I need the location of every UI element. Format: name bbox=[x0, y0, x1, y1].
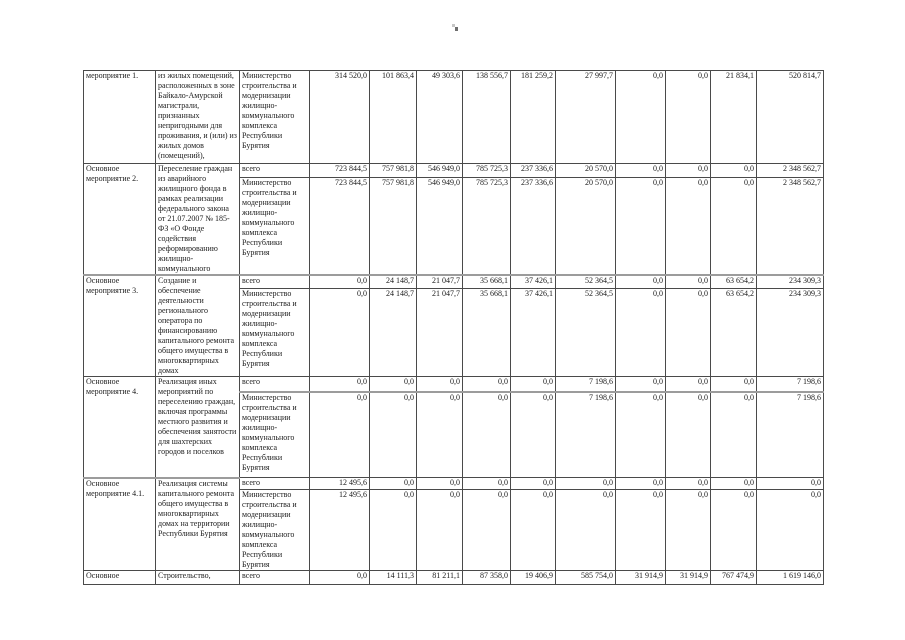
value-cell: 21 047,7 bbox=[417, 275, 463, 288]
value-cell: 7 198,6 bbox=[556, 377, 616, 392]
value-cell: 14 111,3 bbox=[370, 571, 417, 585]
executor-cell: Министерство строительства и модернизации жилищно-коммунального комплекса Республики Бурятия bbox=[240, 392, 310, 478]
description-cell: Реализация иных мероприятий по переселению граждан, включая программы местного развития и обеспечения занятости для шахтерских городов и поселков bbox=[156, 377, 240, 478]
description-cell: Строительство, bbox=[156, 571, 240, 585]
executor-cell: Министерство строительства и модернизации жилищно-коммунального комплекса Республики Бурятия bbox=[240, 71, 310, 164]
value-cell: 0,0 bbox=[310, 288, 370, 376]
value-cell: 0,0 bbox=[463, 392, 511, 478]
value-cell: 237 336,6 bbox=[511, 164, 556, 178]
value-cell: 546 949,0 bbox=[417, 178, 463, 275]
value-cell: 314 520,0 bbox=[310, 71, 370, 164]
value-cell: 0,0 bbox=[666, 490, 711, 571]
value-cell: 723 844,5 bbox=[310, 178, 370, 275]
executor-cell: всего bbox=[240, 478, 310, 490]
value-cell: 0,0 bbox=[616, 164, 666, 178]
value-cell: 0,0 bbox=[310, 392, 370, 478]
executor-cell: всего bbox=[240, 377, 310, 392]
value-cell: 20 570,0 bbox=[556, 164, 616, 178]
value-cell: 0,0 bbox=[417, 490, 463, 571]
value-cell: 0,0 bbox=[417, 478, 463, 490]
program-label-cell: Основное мероприятие 4.1. bbox=[84, 478, 156, 571]
value-cell: 0,0 bbox=[666, 178, 711, 275]
value-cell: 767 474,9 bbox=[711, 571, 757, 585]
value-cell: 0,0 bbox=[417, 392, 463, 478]
executor-cell: всего bbox=[240, 164, 310, 178]
value-cell: 27 997,7 bbox=[556, 71, 616, 164]
table-row bbox=[84, 275, 824, 288]
value-cell: 87 358,0 bbox=[463, 571, 511, 585]
table-row bbox=[84, 478, 824, 490]
executor-cell: Министерство строительства и модернизации жилищно-коммунального комплекса Республики Бурятия bbox=[240, 490, 310, 571]
page-artifact-icon bbox=[452, 24, 459, 32]
value-cell: 585 754,0 bbox=[556, 571, 616, 585]
value-cell: 2 348 562,7 bbox=[757, 164, 824, 178]
table-row bbox=[84, 164, 824, 178]
value-cell: 7 198,6 bbox=[556, 392, 616, 478]
program-label-cell: Основное мероприятие 3. bbox=[84, 275, 156, 377]
value-cell: 35 668,1 bbox=[463, 288, 511, 376]
table-row bbox=[84, 571, 824, 585]
value-cell: 0,0 bbox=[370, 490, 417, 571]
value-cell: 0,0 bbox=[711, 164, 757, 178]
value-cell: 49 303,6 bbox=[417, 71, 463, 164]
description-cell: Создание и обеспечение деятельности регионального оператора по финансированию капитального ремонта общего имущества в многоквартирных домах bbox=[156, 275, 240, 377]
value-cell: 0,0 bbox=[511, 478, 556, 490]
value-cell: 0,0 bbox=[666, 392, 711, 478]
value-cell: 0,0 bbox=[616, 178, 666, 275]
value-cell: 19 406,9 bbox=[511, 571, 556, 585]
value-cell: 0,0 bbox=[666, 478, 711, 490]
program-finance-table bbox=[83, 70, 824, 585]
value-cell: 723 844,5 bbox=[310, 164, 370, 178]
value-cell: 520 814,7 bbox=[757, 71, 824, 164]
value-cell: 37 426,1 bbox=[511, 275, 556, 288]
executor-cell: всего bbox=[240, 571, 310, 585]
value-cell: 63 654,2 bbox=[711, 288, 757, 376]
value-cell: 31 914,9 bbox=[616, 571, 666, 585]
value-cell: 0,0 bbox=[666, 288, 711, 376]
value-cell: 52 364,5 bbox=[556, 288, 616, 376]
value-cell: 0,0 bbox=[616, 392, 666, 478]
value-cell: 0,0 bbox=[711, 178, 757, 275]
value-cell: 0,0 bbox=[310, 377, 370, 392]
value-cell: 0,0 bbox=[757, 490, 824, 571]
value-cell: 21 047,7 bbox=[417, 288, 463, 376]
value-cell: 1 619 146,0 bbox=[757, 571, 824, 585]
value-cell: 0,0 bbox=[511, 490, 556, 571]
value-cell: 0,0 bbox=[370, 392, 417, 478]
value-cell: 63 654,2 bbox=[711, 275, 757, 288]
value-cell: 0,0 bbox=[463, 490, 511, 571]
value-cell: 21 834,1 bbox=[711, 71, 757, 164]
value-cell: 7 198,6 bbox=[757, 392, 824, 478]
value-cell: 0,0 bbox=[616, 478, 666, 490]
value-cell: 101 863,4 bbox=[370, 71, 417, 164]
value-cell: 138 556,7 bbox=[463, 71, 511, 164]
value-cell: 0,0 bbox=[370, 377, 417, 392]
value-cell: 24 148,7 bbox=[370, 275, 417, 288]
program-label-cell: Основное bbox=[84, 571, 156, 585]
value-cell: 0,0 bbox=[616, 288, 666, 376]
value-cell: 234 309,3 bbox=[757, 275, 824, 288]
value-cell: 0,0 bbox=[711, 377, 757, 392]
program-label-cell: Основное мероприятие 2. bbox=[84, 164, 156, 276]
description-cell: Переселение граждан из аварийного жилищного фонда в рамках реализации федерального закона от 21.07.2007 № 185-ФЗ «О Фонде содействия реформированию жилищно-коммунального bbox=[156, 164, 240, 276]
value-cell: 37 426,1 bbox=[511, 288, 556, 376]
value-cell: 0,0 bbox=[711, 392, 757, 478]
value-cell: 0,0 bbox=[616, 275, 666, 288]
program-label-cell: Основное мероприятие 4. bbox=[84, 377, 156, 478]
value-cell: 0,0 bbox=[310, 275, 370, 288]
executor-cell: всего bbox=[240, 275, 310, 288]
value-cell: 0,0 bbox=[310, 571, 370, 585]
table-row bbox=[84, 377, 824, 392]
value-cell: 0,0 bbox=[616, 377, 666, 392]
value-cell: 237 336,6 bbox=[511, 178, 556, 275]
value-cell: 0,0 bbox=[666, 377, 711, 392]
value-cell: 0,0 bbox=[711, 478, 757, 490]
value-cell: 2 348 562,7 bbox=[757, 178, 824, 275]
value-cell: 0,0 bbox=[666, 71, 711, 164]
value-cell: 7 198,6 bbox=[757, 377, 824, 392]
value-cell: 0,0 bbox=[370, 478, 417, 490]
value-cell: 20 570,0 bbox=[556, 178, 616, 275]
value-cell: 0,0 bbox=[556, 478, 616, 490]
description-cell: из жилых помещений, расположенных в зоне Байкало-Амурской магистрали, признанных непригодными для проживания, и (или) из жилых домов (помещений), bbox=[156, 71, 240, 164]
value-cell: 546 949,0 bbox=[417, 164, 463, 178]
value-cell: 24 148,7 bbox=[370, 288, 417, 376]
value-cell: 35 668,1 bbox=[463, 275, 511, 288]
value-cell: 0,0 bbox=[711, 490, 757, 571]
value-cell: 12 495,6 bbox=[310, 478, 370, 490]
program-label-cell: мероприятие 1. bbox=[84, 71, 156, 164]
value-cell: 0,0 bbox=[556, 490, 616, 571]
description-cell: Реализация системы капитального ремонта общего имущества в многоквартирных домах на территории Республики Бурятия bbox=[156, 478, 240, 571]
value-cell: 52 364,5 bbox=[556, 275, 616, 288]
value-cell: 0,0 bbox=[616, 490, 666, 571]
value-cell: 234 309,3 bbox=[757, 288, 824, 376]
value-cell: 0,0 bbox=[463, 377, 511, 392]
value-cell: 757 981,8 bbox=[370, 164, 417, 178]
value-cell: 0,0 bbox=[511, 392, 556, 478]
value-cell: 31 914,9 bbox=[666, 571, 711, 585]
value-cell: 0,0 bbox=[757, 478, 824, 490]
value-cell: 12 495,6 bbox=[310, 490, 370, 571]
value-cell: 0,0 bbox=[666, 164, 711, 178]
executor-cell: Министерство строительства и модернизации жилищно-коммунального комплекса Республики Бурятия bbox=[240, 178, 310, 275]
value-cell: 785 725,3 bbox=[463, 164, 511, 178]
value-cell: 0,0 bbox=[463, 478, 511, 490]
value-cell: 785 725,3 bbox=[463, 178, 511, 275]
value-cell: 0,0 bbox=[616, 71, 666, 164]
value-cell: 0,0 bbox=[417, 377, 463, 392]
value-cell: 0,0 bbox=[666, 275, 711, 288]
value-cell: 0,0 bbox=[511, 377, 556, 392]
value-cell: 81 211,1 bbox=[417, 571, 463, 585]
value-cell: 181 259,2 bbox=[511, 71, 556, 164]
executor-cell: Министерство строительства и модернизации жилищно-коммунального комплекса Республики Бурятия bbox=[240, 288, 310, 376]
finance-table-body bbox=[84, 71, 824, 585]
table-row bbox=[84, 71, 824, 164]
value-cell: 757 981,8 bbox=[370, 178, 417, 275]
